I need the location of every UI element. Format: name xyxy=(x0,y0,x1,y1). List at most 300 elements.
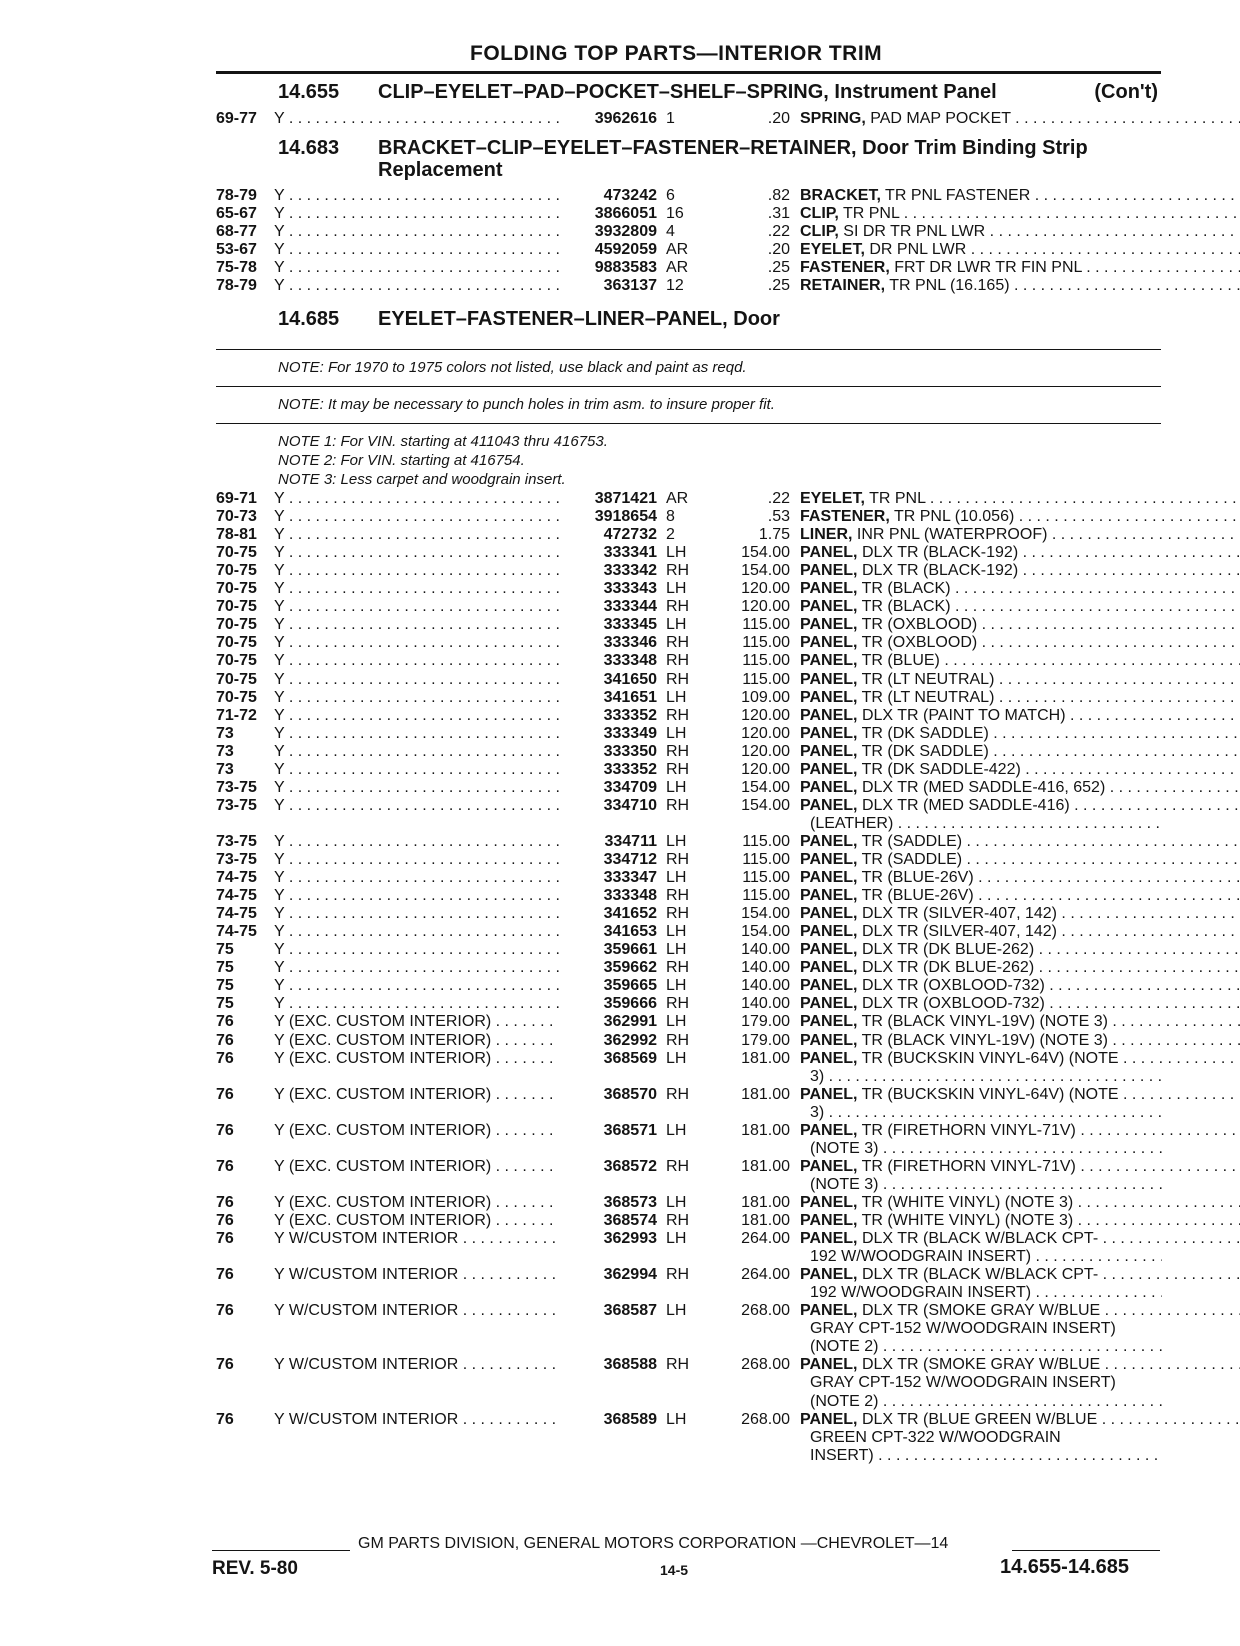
part-number: 473242 xyxy=(603,187,657,204)
quantity: 16 xyxy=(666,205,684,222)
part-row xyxy=(216,778,1161,797)
model-code: Y . . . xyxy=(274,796,559,815)
price: 1.75 xyxy=(758,526,790,544)
note-rule xyxy=(216,349,1161,350)
part-name: PANEL, xyxy=(800,1013,858,1031)
part-description xyxy=(800,507,1240,526)
quantity: RH xyxy=(666,1266,690,1284)
part-detail: TR (DK SADDLE) xyxy=(861,742,989,760)
part-name: PANEL, xyxy=(800,778,858,796)
part-description xyxy=(800,1410,1240,1429)
footer-rule-right xyxy=(1012,1550,1160,1551)
price: 264.00 xyxy=(741,1266,790,1284)
model-code: Y (EXC. CUSTOM INTERIOR) . . . xyxy=(274,1193,559,1212)
part-number: 333344 xyxy=(603,598,657,616)
part-description xyxy=(800,258,1240,277)
quantity: RH xyxy=(666,959,690,977)
part-number: 334712 xyxy=(603,851,657,868)
quantity: RH xyxy=(666,562,690,580)
price: .22 xyxy=(767,490,790,507)
model-year: 76 xyxy=(216,1121,234,1139)
part-description xyxy=(800,688,1240,707)
part-description-continued: (NOTE 3) . . . xyxy=(810,1139,1162,1158)
part-name: EYELET, xyxy=(800,241,865,258)
quantity: LH xyxy=(666,1302,687,1320)
part-row xyxy=(216,1031,1161,1050)
part-description-continued: (NOTE 2) . . . xyxy=(810,1337,1162,1356)
part-detail: TR (WHITE VINYL) (NOTE 3) xyxy=(861,1193,1074,1211)
part-description xyxy=(800,904,1240,923)
section-title: EYELET–FASTENER–LINER–PANEL, xyxy=(378,308,728,330)
price: 181.00 xyxy=(741,1049,790,1067)
part-description xyxy=(800,976,1240,995)
part-name: PANEL, xyxy=(800,1193,858,1211)
part-detail: DLX TR (SMOKE GRAY W/BLUE xyxy=(861,1302,1101,1320)
model-year: 73 xyxy=(216,760,234,778)
part-detail: DLX TR (SILVER-407, 142) xyxy=(861,905,1057,923)
section-title: CLIP–EYELET–PAD–POCKET–SHELF–SPRING, xyxy=(378,81,829,103)
quantity: 2 xyxy=(666,526,675,544)
part-description xyxy=(800,724,1240,743)
model-year: 65-67 xyxy=(216,205,257,222)
part-number: 3866051 xyxy=(594,205,657,222)
model-year: 76 xyxy=(216,1193,234,1211)
price: 115.00 xyxy=(742,616,790,634)
part-detail: DLX TR (MED SADDLE-416, 652) xyxy=(861,778,1106,796)
part-description xyxy=(800,651,1240,670)
part-description xyxy=(800,1031,1240,1050)
part-detail: TR PNL FASTENER xyxy=(885,187,1031,204)
part-description xyxy=(800,525,1240,544)
part-description xyxy=(800,1157,1240,1176)
section-number: 14.655 xyxy=(278,81,340,103)
part-row xyxy=(216,1410,1161,1429)
price: 268.00 xyxy=(741,1410,790,1428)
part-name: FASTENER, xyxy=(800,259,890,276)
part-detail: PAD MAP POCKET xyxy=(870,110,1011,127)
part-detail: DLX TR (BLUE GREEN W/BLUE xyxy=(861,1410,1098,1428)
part-row xyxy=(216,994,1161,1013)
part-description xyxy=(800,204,1240,223)
part-number: 333352 xyxy=(603,706,657,724)
part-name: PANEL, xyxy=(800,832,858,850)
model-code: Y . . . xyxy=(274,633,559,652)
part-number: 334711 xyxy=(604,832,657,850)
part-row xyxy=(216,832,1161,851)
part-number: 368574 xyxy=(603,1212,657,1229)
part-description xyxy=(800,1193,1240,1212)
part-row xyxy=(216,904,1161,923)
part-name: SPRING, xyxy=(800,110,866,127)
part-name: PANEL, xyxy=(800,959,858,977)
section-suffix: Instrument Panel xyxy=(834,81,997,103)
price: 179.00 xyxy=(741,1031,790,1049)
price: .53 xyxy=(767,508,790,526)
footer-rule-left xyxy=(212,1550,350,1551)
section-range: 14.655-14.685 xyxy=(1000,1556,1130,1578)
part-number: 368587 xyxy=(603,1302,657,1320)
part-description-continued: GRAY CPT-152 W/WOODGRAIN INSERT) xyxy=(810,1374,1116,1392)
part-name: PANEL, xyxy=(800,869,858,887)
part-row xyxy=(216,796,1161,815)
part-number: 3918654 xyxy=(594,508,657,526)
model-year: 76 xyxy=(216,1302,234,1320)
part-name: PANEL, xyxy=(800,634,858,652)
part-detail: DLX TR (OXBLOOD-732) xyxy=(861,995,1045,1013)
part-description xyxy=(800,579,1240,598)
part-description-continued: GREEN CPT-322 W/WOODGRAIN xyxy=(810,1428,1061,1446)
model-code: Y . . . xyxy=(274,994,559,1013)
part-number: 333348 xyxy=(603,652,657,670)
part-description xyxy=(800,922,1240,941)
part-description xyxy=(800,240,1240,259)
model-code: Y . . . xyxy=(274,204,559,223)
part-row xyxy=(216,922,1161,941)
part-name: PANEL, xyxy=(800,1302,858,1320)
part-description xyxy=(800,1355,1240,1374)
part-detail: TR (WHITE VINYL) (NOTE 3) xyxy=(861,1212,1074,1229)
price: 120.00 xyxy=(741,706,790,724)
part-number: 362994 xyxy=(603,1266,657,1284)
model-code: Y W/CUSTOM INTERIOR . . . xyxy=(274,1229,559,1248)
model-year: 76 xyxy=(216,1031,234,1049)
part-name: EYELET, xyxy=(800,490,865,507)
price: .22 xyxy=(767,223,790,240)
part-number: 368589 xyxy=(603,1410,657,1428)
part-row xyxy=(216,507,1161,526)
part-name: PANEL, xyxy=(800,923,858,941)
part-detail: TR (BLUE) xyxy=(861,652,940,670)
part-description xyxy=(800,670,1240,689)
part-description xyxy=(800,489,1240,508)
part-description xyxy=(800,760,1240,779)
model-year: 70-73 xyxy=(216,508,257,526)
part-detail: SI DR TR PNL LWR xyxy=(843,223,986,240)
model-code: Y . . . xyxy=(274,886,559,905)
part-name: PANEL, xyxy=(800,562,858,580)
part-name: PANEL, xyxy=(800,1085,858,1103)
model-year: 78-79 xyxy=(216,187,257,204)
model-code: Y . . . xyxy=(274,258,559,277)
part-description xyxy=(800,1265,1240,1284)
part-row xyxy=(216,258,1161,277)
part-row xyxy=(216,706,1161,725)
model-code: Y . . . xyxy=(274,489,559,508)
model-year: 73 xyxy=(216,724,234,742)
part-number: 333350 xyxy=(603,742,657,760)
page-title: FOLDING TOP PARTS—INTERIOR TRIM xyxy=(470,42,883,65)
model-year: 73-75 xyxy=(216,796,257,814)
part-row xyxy=(216,1265,1161,1284)
part-description xyxy=(800,706,1240,725)
part-row xyxy=(216,597,1161,616)
part-description xyxy=(800,597,1240,616)
part-description xyxy=(800,1229,1240,1248)
part-description xyxy=(800,778,1240,797)
part-row xyxy=(216,850,1161,869)
part-number: 333345 xyxy=(603,616,657,634)
part-row xyxy=(216,724,1161,743)
model-year: 70-75 xyxy=(216,670,257,688)
part-detail: TR (BLUE-26V) xyxy=(861,887,974,905)
part-number: 333343 xyxy=(603,580,657,598)
part-number: 359662 xyxy=(603,959,657,977)
model-year: 70-75 xyxy=(216,598,257,616)
part-row xyxy=(216,1229,1161,1248)
part-name: PANEL, xyxy=(800,1212,858,1229)
part-name: CLIP, xyxy=(800,205,839,222)
model-year: 73 xyxy=(216,742,234,760)
model-code: Y . . . xyxy=(274,597,559,616)
part-description-continued: 192 W/WOODGRAIN INSERT) . . . xyxy=(810,1247,1162,1266)
part-number: 334709 xyxy=(603,778,657,796)
quantity: RH xyxy=(666,1085,690,1103)
quantity: RH xyxy=(666,634,690,652)
part-detail: TR (OXBLOOD) xyxy=(861,634,978,652)
part-row xyxy=(216,1301,1161,1320)
part-name: PANEL, xyxy=(800,941,858,959)
section-suffix: Door xyxy=(733,308,780,330)
quantity: RH xyxy=(666,1031,690,1049)
model-year: 70-75 xyxy=(216,634,257,652)
part-description xyxy=(800,958,1240,977)
model-code: Y . . . xyxy=(274,222,559,241)
part-number: 472732 xyxy=(603,526,657,544)
model-year: 75-78 xyxy=(216,259,257,276)
part-number: 359661 xyxy=(603,941,657,959)
part-row xyxy=(216,561,1161,580)
part-row xyxy=(216,1049,1161,1068)
model-year: 73-75 xyxy=(216,778,257,796)
model-code: Y . . . xyxy=(274,579,559,598)
quantity: 4 xyxy=(666,223,675,240)
part-detail: TR (DK SADDLE) xyxy=(861,724,989,742)
part-detail: TR (BLACK VINYL-19V) (NOTE 3) xyxy=(861,1031,1108,1049)
model-code: Y . . . xyxy=(274,760,559,779)
part-number: 362992 xyxy=(603,1031,657,1049)
part-detail: DLX TR (PAINT TO MATCH) xyxy=(861,706,1066,724)
part-name: PANEL, xyxy=(800,851,858,868)
part-detail: DLX TR (BLACK-192) xyxy=(861,562,1019,580)
part-name: PANEL, xyxy=(800,544,858,562)
part-number: 363137 xyxy=(603,277,657,294)
part-number: 4592059 xyxy=(594,241,657,258)
note-rule xyxy=(216,423,1161,424)
part-number: 333349 xyxy=(603,724,657,742)
price: 154.00 xyxy=(741,562,790,580)
price: 154.00 xyxy=(741,905,790,923)
part-name: FASTENER, xyxy=(800,508,890,526)
part-description-continued: INSERT) . . . xyxy=(810,1446,1162,1465)
part-row xyxy=(216,1012,1161,1031)
model-code: Y . . . xyxy=(274,706,559,725)
model-code: Y . . . xyxy=(274,615,559,634)
part-detail: DLX TR (MED SADDLE-416) xyxy=(861,796,1070,814)
part-description xyxy=(800,940,1240,959)
model-year: 76 xyxy=(216,1410,234,1428)
model-code: Y . . . xyxy=(274,525,559,544)
model-code: Y W/CUSTOM INTERIOR . . . xyxy=(274,1265,559,1284)
model-year: 74-75 xyxy=(216,905,257,923)
part-number: 341652 xyxy=(603,905,657,923)
model-year: 76 xyxy=(216,1085,234,1103)
section-suffix: Door Trim Binding Strip xyxy=(862,137,1088,159)
footer-publisher: GM PARTS DIVISION, GENERAL MOTORS CORPORATION —CHEVROLET—14 xyxy=(358,1535,949,1552)
part-name: PANEL, xyxy=(800,995,858,1013)
price: 140.00 xyxy=(741,995,790,1013)
part-detail: TR (SADDLE) xyxy=(861,851,963,868)
model-year: 73-75 xyxy=(216,832,257,850)
quantity: LH xyxy=(666,869,687,887)
section-title: BRACKET–CLIP–EYELET–FASTENER–RETAINER, xyxy=(378,137,857,159)
part-description xyxy=(800,109,1240,128)
part-detail: DLX TR (BLACK W/BLACK CPT- xyxy=(861,1230,1099,1248)
model-code: Y . . . xyxy=(274,543,559,562)
part-number: 359666 xyxy=(603,995,657,1013)
price: 115.00 xyxy=(742,832,790,850)
model-year: 53-67 xyxy=(216,241,257,258)
price: 181.00 xyxy=(741,1212,790,1229)
quantity: RH xyxy=(666,995,690,1013)
model-year: 70-75 xyxy=(216,688,257,706)
part-detail: TR (LT NEUTRAL) xyxy=(861,688,995,706)
part-number: 359665 xyxy=(603,977,657,995)
part-row xyxy=(216,489,1161,508)
part-name: PANEL, xyxy=(800,887,858,905)
part-row xyxy=(216,240,1161,259)
part-number: 3871421 xyxy=(594,490,657,507)
part-row xyxy=(216,688,1161,707)
part-row xyxy=(216,1211,1161,1230)
part-detail: TR (BUCKSKIN VINYL-64V) (NOTE xyxy=(861,1085,1119,1103)
note-2: NOTE 2: For VIN. starting at 416754. xyxy=(278,452,525,469)
model-code: Y (EXC. CUSTOM INTERIOR) . . . xyxy=(274,1211,559,1230)
model-code: Y . . . xyxy=(274,922,559,941)
model-code: Y W/CUSTOM INTERIOR . . . xyxy=(274,1301,559,1320)
part-name: RETAINER, xyxy=(800,277,886,294)
quantity: 8 xyxy=(666,508,675,526)
part-detail: INR PNL (WATERPROOF) xyxy=(856,526,1048,544)
part-number: 341650 xyxy=(603,670,657,688)
part-row xyxy=(216,1355,1161,1374)
quantity: RH xyxy=(666,760,690,778)
quantity: LH xyxy=(666,1013,687,1031)
part-name: PANEL, xyxy=(800,652,858,670)
model-code: Y . . . xyxy=(274,507,559,526)
part-detail: TR (BLUE-26V) xyxy=(861,869,974,887)
part-row xyxy=(216,615,1161,634)
part-detail: DLX TR (OXBLOOD-732) xyxy=(861,977,1045,995)
model-year: 75 xyxy=(216,959,234,977)
part-detail: TR (FIRETHORN VINYL-71V) xyxy=(861,1157,1076,1175)
model-code: Y . . . xyxy=(274,724,559,743)
model-year: 76 xyxy=(216,1356,234,1374)
part-detail: DLX TR (DK BLUE-262) xyxy=(861,941,1035,959)
part-name: BRACKET, xyxy=(800,187,881,204)
part-name: PANEL, xyxy=(800,742,858,760)
part-description-continued: (LEATHER) . . . xyxy=(810,814,1162,833)
quantity: LH xyxy=(666,580,687,598)
part-number: 368571 xyxy=(603,1121,657,1139)
part-name: PANEL, xyxy=(800,670,858,688)
part-number: 333342 xyxy=(603,562,657,580)
part-name: CLIP, xyxy=(800,223,839,240)
model-year: 74-75 xyxy=(216,887,257,905)
part-description xyxy=(800,1085,1240,1104)
part-description xyxy=(800,1301,1240,1320)
model-year: 70-75 xyxy=(216,616,257,634)
part-description xyxy=(800,633,1240,652)
model-code: Y . . . xyxy=(274,904,559,923)
part-name: PANEL, xyxy=(800,580,858,598)
quantity: LH xyxy=(666,724,687,742)
part-description xyxy=(800,796,1240,815)
quantity: 12 xyxy=(666,277,684,294)
part-number: 334710 xyxy=(603,796,657,814)
part-row xyxy=(216,543,1161,562)
quantity: 6 xyxy=(666,187,675,204)
model-year: 69-77 xyxy=(216,110,257,127)
part-row xyxy=(216,579,1161,598)
model-code: Y . . . xyxy=(274,778,559,797)
part-row xyxy=(216,525,1161,544)
part-name: PANEL, xyxy=(800,977,858,995)
price: 115.00 xyxy=(742,869,790,887)
part-row xyxy=(216,742,1161,761)
part-description xyxy=(800,994,1240,1013)
model-code: Y . . . xyxy=(274,958,559,977)
part-number: 368570 xyxy=(603,1085,657,1103)
price: 120.00 xyxy=(741,580,790,598)
quantity: AR xyxy=(666,490,689,507)
model-code: Y . . . xyxy=(274,940,559,959)
section-number: 14.683 xyxy=(278,137,340,159)
part-row xyxy=(216,976,1161,995)
part-detail: TR PNL xyxy=(869,490,926,507)
price: .20 xyxy=(767,241,790,258)
price: .82 xyxy=(767,187,790,204)
part-description-continued: (NOTE 2) . . . xyxy=(810,1392,1162,1411)
model-year: 70-75 xyxy=(216,580,257,598)
part-name: PANEL, xyxy=(800,724,858,742)
note-punch-holes: NOTE: It may be necessary to punch holes in trim asm. to insure proper fit. xyxy=(278,396,775,413)
price: 120.00 xyxy=(741,760,790,778)
price: 120.00 xyxy=(741,598,790,616)
part-detail: FRT DR LWR TR FIN PNL xyxy=(894,259,1082,276)
part-description xyxy=(800,742,1240,761)
part-row xyxy=(216,633,1161,652)
quantity: LH xyxy=(666,977,687,995)
price: 181.00 xyxy=(741,1193,790,1211)
price: 115.00 xyxy=(742,634,790,652)
part-number: 341653 xyxy=(603,923,657,941)
quantity: LH xyxy=(666,832,687,850)
part-row xyxy=(216,1193,1161,1212)
section-number: 14.685 xyxy=(278,308,340,330)
price: 181.00 xyxy=(741,1085,790,1103)
quantity: AR xyxy=(666,259,689,276)
part-description xyxy=(800,832,1240,851)
part-detail: TR (DK SADDLE-422) xyxy=(861,760,1021,778)
part-description xyxy=(800,886,1240,905)
part-row xyxy=(216,204,1161,223)
price: 115.00 xyxy=(742,670,790,688)
price: .31 xyxy=(767,205,790,222)
part-number: 368572 xyxy=(603,1157,657,1175)
part-name: PANEL, xyxy=(800,598,858,616)
part-detail: TR (SADDLE) xyxy=(861,832,963,850)
part-detail: DLX TR (DK BLUE-262) xyxy=(861,959,1035,977)
